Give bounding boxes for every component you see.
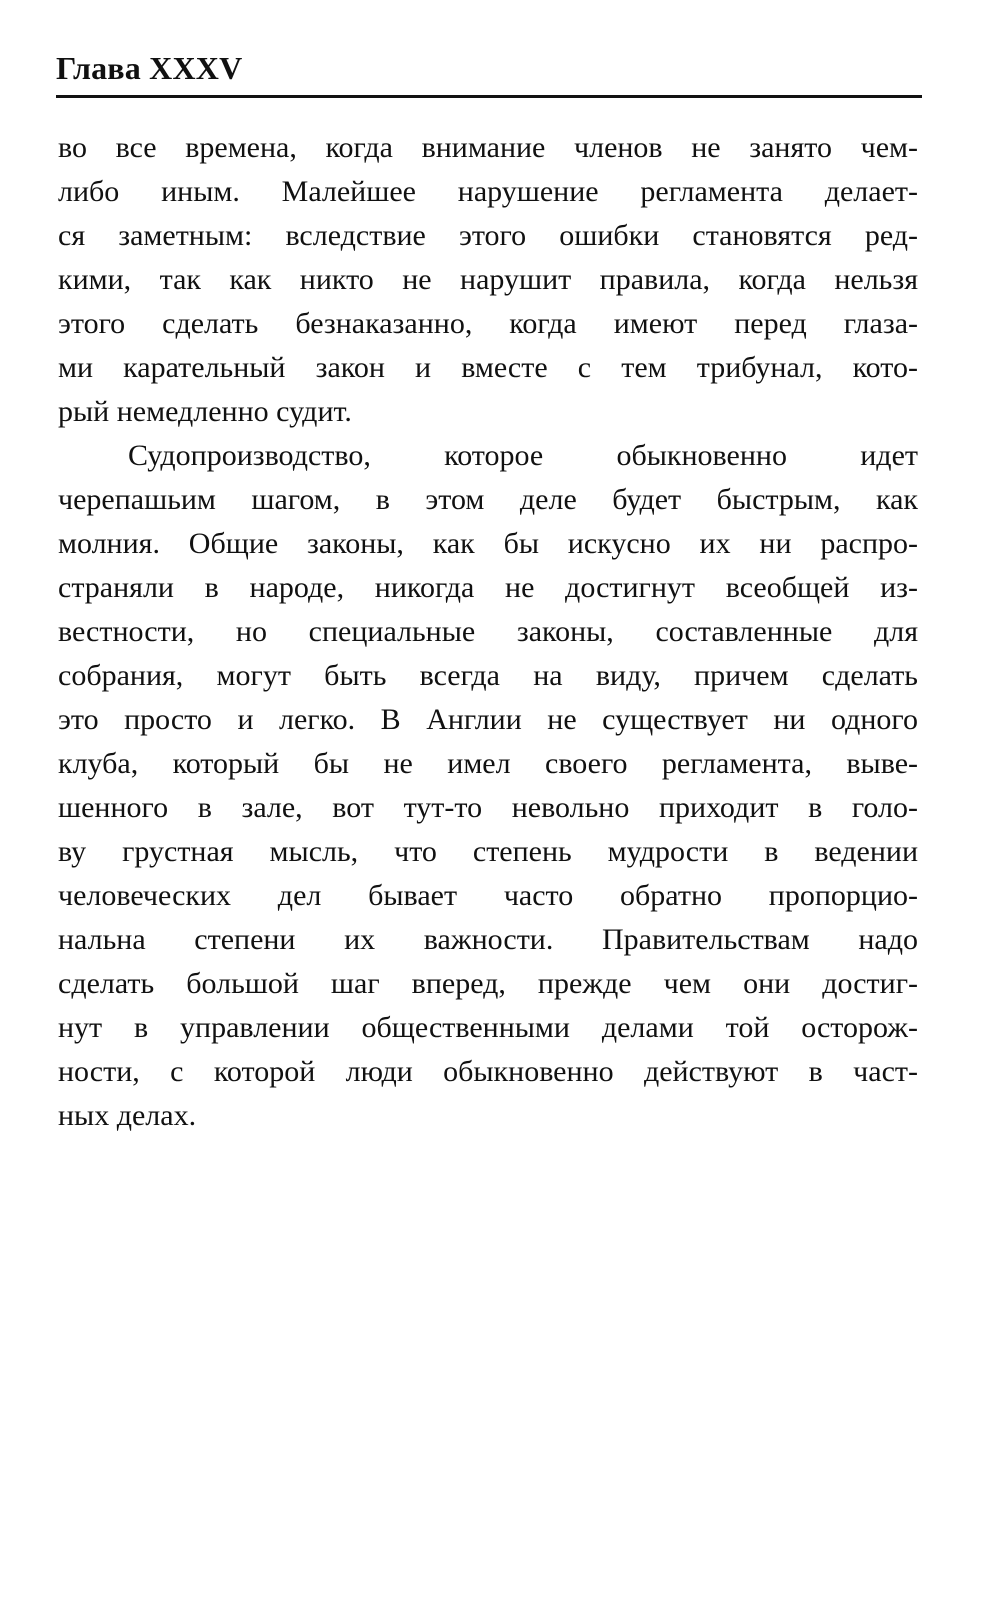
text-line: вестности, но специальные законы, составленные для [58,615,918,648]
text-line: либо иным. Малейшее нарушение регламента делает- [58,175,918,208]
paragraph-1 [58,126,918,434]
text-line: сделать большой шаг вперед, прежде чем они достиг- [58,967,918,1000]
text-line: ву грустная мысль, что степень мудрости в ведении [58,835,918,868]
text-line: во все времена, когда внимание членов не занято чем- [58,131,918,164]
text-line: молния. Общие законы, как бы искусно их ни распро- [58,527,918,560]
body-text [58,126,918,1138]
chapter-running-head: Глава XXXV [56,50,243,86]
text-line: собрания, могут быть всегда на виду, причем сделать [58,659,918,692]
text-line: ных делах. [58,1099,197,1132]
text-line: человеческих дел бывает часто обратно пропорцио- [58,879,918,912]
text-line: это просто и легко. В Англии не существует ни одного [58,703,918,736]
header-rule [56,95,922,98]
text-line: нальна степени их важности. Правительствам надо [58,923,918,956]
text-line: страняли в народе, никогда не достигнут всеобщей из- [58,571,918,604]
text-line: нут в управлении общественными делами той осторож- [58,1011,918,1044]
text-line: клуба, который бы не имел своего регламента, выве- [58,747,918,780]
text-line: ся заметным: вследствие этого ошибки становятся ред- [58,219,918,252]
paragraph-2 [58,434,918,1138]
text-line: Судопроизводство, которое обыкновенно идет [128,439,918,472]
text-line: рый немедленно судит. [58,395,352,428]
text-line: ности, с которой люди обыкновенно действуют в част- [58,1055,918,1088]
text-line: шенного в зале, вот тут-то невольно приходит в голо- [58,791,918,824]
text-line: ми карательный закон и вместе с тем трибунал, кото- [58,351,918,384]
text-line: кими, так как никто не нарушит правила, когда нельзя [58,263,918,296]
text-line: этого сделать безнаказанно, когда имеют перед глаза- [58,307,918,340]
text-line: черепашьим шагом, в этом деле будет быстрым, как [58,483,918,516]
